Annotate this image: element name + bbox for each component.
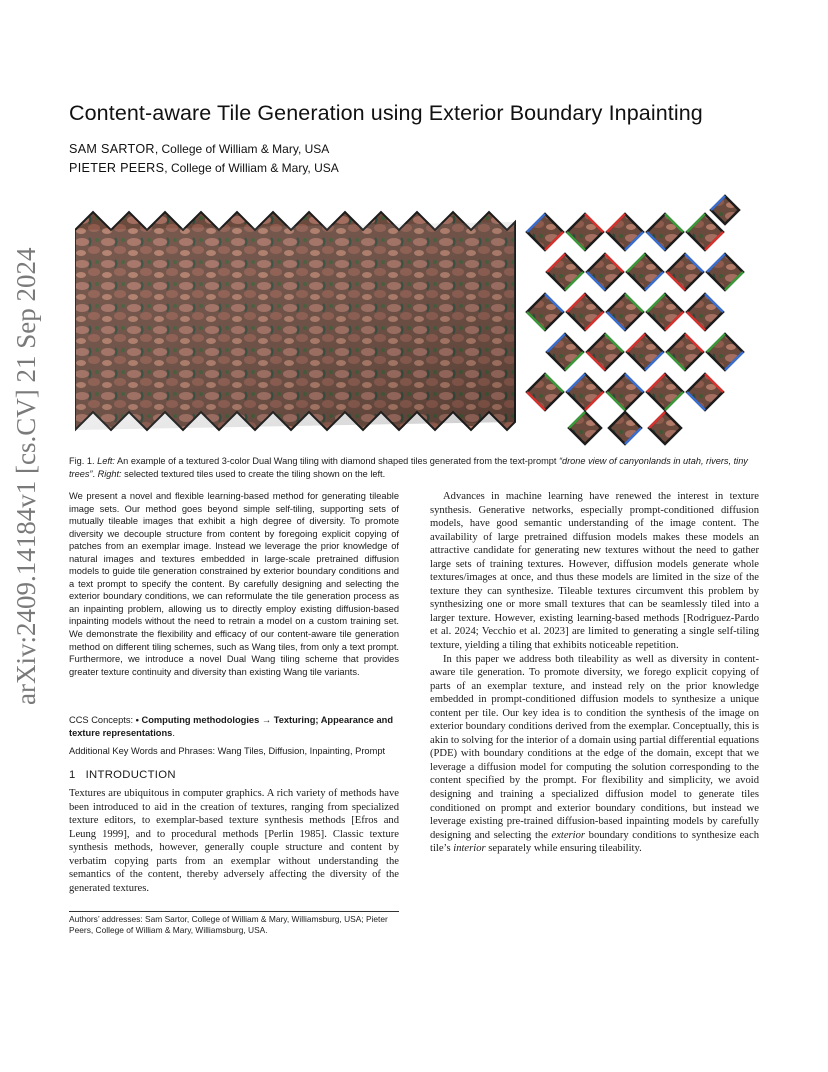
ccs-prefix: CCS Concepts: <box>69 715 136 725</box>
paragraph <box>430 653 759 856</box>
author-1 <box>69 142 329 156</box>
emphasis-exterior: exterior <box>551 829 586 841</box>
tiling-figure-image <box>75 192 757 450</box>
footnote-rule <box>69 911 399 912</box>
keywords: Additional Key Words and Phrases: Wang Tiles, Diffusion, Inpainting, Prompt <box>69 746 386 756</box>
right-column <box>430 490 759 856</box>
ccs-terms: • Computing methodologies → Texturing; Appearance and texture representations <box>69 715 394 738</box>
section-heading <box>69 769 176 781</box>
caption-right-label: Right: <box>97 469 122 479</box>
ccs-concepts <box>69 714 399 739</box>
caption-text: selected textured tiles used to create the tiling shown on the left. <box>121 469 386 479</box>
paragraph: Advances in machine learning have renewed the interest in texture synthesis. Generative networks, especially prompt-conditioned diffusion models, have good semantic understanding of the image content. The availability of large pretrained diffusion models makes these models an attractive candidate for generating new textures without the need to gather large sets of training textures. However, diffusion models generate whole textures/images at once, and thus these models are limited in the size of the texture they can synthesize. Tileable textures circumvent this problem by synthesizing one or more small textures that can be seamlessly tiled into a larger texture. However, existing learning-based methods [Rodriguez-Pardo et al. 2024; Vecchio et al. 2023] are limited to generating a single self-tiling texture, yielding a tiling that exhibits noticeable repetition. <box>430 491 759 652</box>
emphasis-interior: interior <box>453 843 486 855</box>
paper-title: Content-aware Tile Generation using Exterior Boundary Inpainting <box>69 101 703 125</box>
figure-1 <box>75 192 757 450</box>
paragraph-text: separately while ensuring tileability. <box>485 843 642 855</box>
abstract: We present a novel and flexible learning-based method for generating tileable image sets. Our method goes beyond simple self-tiling, supporting sets of mutually tileable images that exhibit a high degree of diversity. To promote diversity we decouple structure from content by foregoing explicit copying of patches from an exemplar image. Instead we leverage the prior knowledge of natural images and textures embedded in large-scale pretrained diffusion models to guide tile generation constrained by exterior boundary conditions and a text prompt to specify the content. By carefully designing and selecting the exterior boundary conditions, we can reformulate the tile generation process as an inpainting problem, allowing us to directly employ existing diffusion-based inpainting models without the need to retrain a model on a custom training set. We demonstrate the flexibility and efficacy of our content-aware tile generation method on different tiling schemes, such as Wang tiles, from only a text prompt. Furthermore, we introduce a novel Dual Wang tiling scheme that provides greater texture continuity and diversity than existing Wang tile variants. <box>69 491 399 677</box>
author-affiliation: , College of William & Mary, USA <box>154 142 330 156</box>
author-2 <box>69 161 339 175</box>
paragraph-text: boundary conditions to synthesize each tile’s <box>430 829 759 855</box>
caption-prefix: Fig. 1. <box>69 456 98 466</box>
author-affiliation: , College of William & Mary, USA <box>164 161 339 175</box>
arxiv-identifier: arXiv:2409.14184v1 [cs.CV] 21 Sep 2024 <box>11 247 41 705</box>
section-title: INTRODUCTION <box>85 769 176 781</box>
author-address-footnote: Authors’ addresses: Sam Sartor, College of William & Mary, Williamsburg, USA; Pieter Peers, College of William & Mary, Williamsburg, USA. <box>69 914 388 936</box>
intro-paragraph: Textures are ubiquitous in computer graphics. A rich variety of methods have been introduced to aid in the creation of textures, ranging from specialized texture editors, to exemplar-based texture synthesis methods [Efros and Leung 1999], and to procedural methods [Perlin 1985]. Classic texture synthesis methods, however, generally couple structure and content by verbatim copying parts from an exemplar without understanding the semantics of the content, thereby adversely affecting the diversity of the generated textures. <box>69 788 399 894</box>
caption-text: . <box>92 469 98 479</box>
paragraph-text: In this paper we address both tileability as well as diversity in content-aware tile generation. To promote diversity, we forego explicit copying of parts of an exemplar texture, and instead rely on the prior knowledge embedded in prompt-conditioned diffusion models to synthesize a unique content per tile. Our key idea is to condition the synthesis of the image on exterior boundary conditions derived from the exemplar. Conceptually, this is akin to solving for the interior of a domain using partial differential equations (PDE) with boundary conditions at the edge of the domain, except that we leverage a diffusion model for computing the solution corresponding to the content specified by the prompt. For flexibility and simplicity, we avoid designing and training a specialized diffusion model to generate tiles conditioned on prompt and exterior boundary conditions, but instead we leverage existing pre-trained diffusion-based inpainting models by carefully designing and selecting the <box>430 653 759 841</box>
author-name: PIETER PEERS <box>69 161 165 175</box>
section-number: 1 <box>69 769 76 781</box>
author-name: SAM SARTOR <box>69 142 155 156</box>
caption-left-label: Left: <box>97 456 115 466</box>
caption-text: An example of a textured 3-color Dual Wang tiling with diamond shaped tiles generated from the text-prompt <box>114 456 559 466</box>
caption-prompt: “drone view of canyonlands in utah, rivers, tiny trees” <box>69 456 748 479</box>
ccs-suffix: . <box>172 727 175 738</box>
figure-caption <box>69 455 759 481</box>
